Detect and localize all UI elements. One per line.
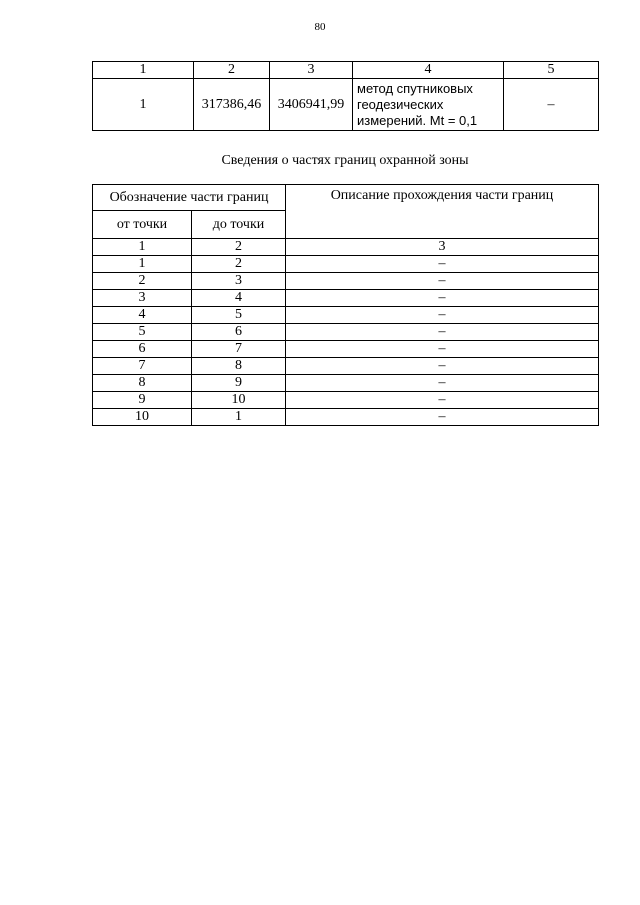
from-point-header: от точки bbox=[93, 211, 192, 239]
description-cell: – bbox=[286, 307, 599, 324]
point-number-cell: 1 bbox=[93, 79, 194, 131]
table-row bbox=[93, 358, 599, 375]
description-cell: – bbox=[286, 409, 599, 426]
table-row bbox=[93, 307, 599, 324]
column-header: 5 bbox=[504, 62, 599, 79]
from-point-cell: 3 bbox=[93, 290, 192, 307]
description-cell: – bbox=[286, 273, 599, 290]
numbering-cell: 3 bbox=[286, 239, 599, 256]
table-row bbox=[93, 256, 599, 273]
from-point-cell: 2 bbox=[93, 273, 192, 290]
table-header-row bbox=[93, 62, 599, 79]
section-title: Сведения о частях границ охранной зоны bbox=[221, 153, 469, 168]
table-row bbox=[93, 324, 599, 341]
table-row bbox=[93, 341, 599, 358]
to-point-cell: 4 bbox=[192, 290, 286, 307]
column-header: 1 bbox=[93, 62, 194, 79]
column-header: 2 bbox=[194, 62, 270, 79]
method-cell bbox=[353, 79, 504, 131]
from-point-cell: 6 bbox=[93, 341, 192, 358]
table-header-row bbox=[93, 185, 599, 211]
column-header: 3 bbox=[270, 62, 353, 79]
to-point-cell: 6 bbox=[192, 324, 286, 341]
from-point-cell: 7 bbox=[93, 358, 192, 375]
method-line: геодезических bbox=[357, 96, 444, 112]
to-point-cell: 2 bbox=[192, 256, 286, 273]
table-numbering-row bbox=[93, 239, 599, 256]
page-number: 80 bbox=[314, 21, 326, 33]
from-point-cell: 9 bbox=[93, 392, 192, 409]
from-point-cell: 1 bbox=[93, 256, 192, 273]
description-cell: – bbox=[286, 375, 599, 392]
to-point-cell: 9 bbox=[192, 375, 286, 392]
table-row bbox=[93, 392, 599, 409]
description-cell: – bbox=[286, 256, 599, 273]
method-line: метод спутниковых bbox=[357, 80, 473, 96]
method-line: измерений. Mt = 0,1 bbox=[357, 112, 478, 128]
table-row bbox=[93, 375, 599, 392]
numbering-cell: 2 bbox=[192, 239, 286, 256]
description-cell: – bbox=[286, 358, 599, 375]
table-row bbox=[93, 273, 599, 290]
to-point-cell: 3 bbox=[192, 273, 286, 290]
boundary-part-designation-header: Обозначение части границ bbox=[93, 185, 286, 211]
description-cell: – bbox=[286, 392, 599, 409]
from-point-cell: 10 bbox=[93, 409, 192, 426]
description-cell: – bbox=[286, 290, 599, 307]
to-point-cell: 7 bbox=[192, 341, 286, 358]
y-coordinate-cell: 3406941,99 bbox=[270, 79, 353, 131]
to-point-cell: 10 bbox=[192, 392, 286, 409]
to-point-cell: 5 bbox=[192, 307, 286, 324]
description-cell: – bbox=[286, 341, 599, 358]
table-row bbox=[93, 409, 599, 426]
description-cell: – bbox=[286, 324, 599, 341]
boundary-parts-table bbox=[92, 184, 599, 426]
to-point-cell: 1 bbox=[192, 409, 286, 426]
x-coordinate-cell: 317386,46 bbox=[194, 79, 270, 131]
to-point-cell: 8 bbox=[192, 358, 286, 375]
from-point-cell: 5 bbox=[93, 324, 192, 341]
to-point-header: до точки bbox=[192, 211, 286, 239]
column-header: 4 bbox=[353, 62, 504, 79]
column-5-cell: – bbox=[504, 79, 599, 131]
from-point-cell: 8 bbox=[93, 375, 192, 392]
from-point-cell: 4 bbox=[93, 307, 192, 324]
table-row bbox=[93, 79, 599, 131]
numbering-cell: 1 bbox=[93, 239, 192, 256]
table-row bbox=[93, 290, 599, 307]
description-header: Описание прохождения части границ bbox=[286, 185, 599, 239]
coordinates-table bbox=[92, 61, 599, 131]
